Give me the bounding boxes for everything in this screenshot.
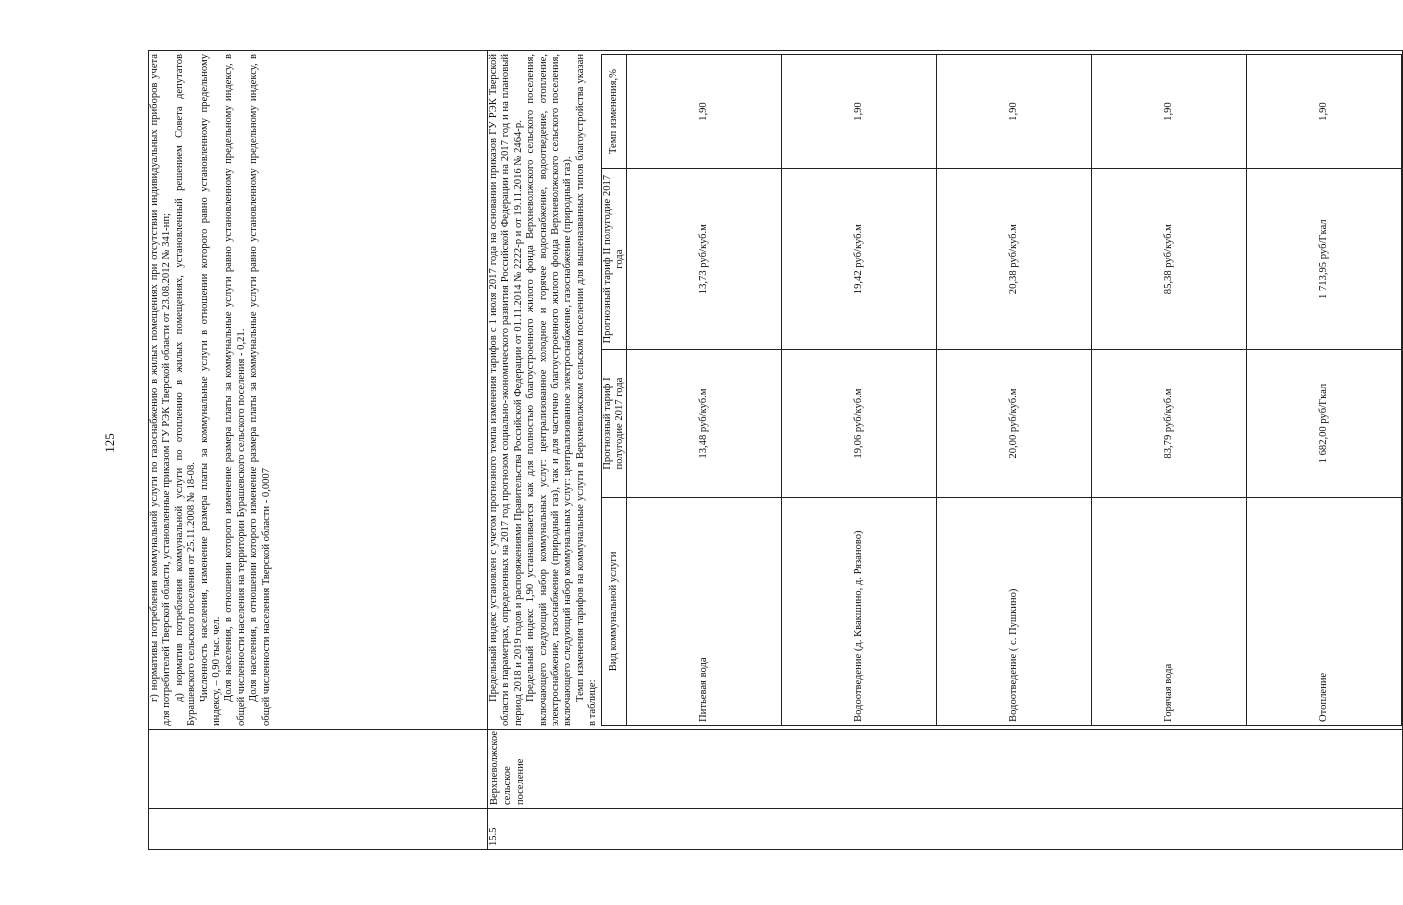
tariff-value: 13,73 руб/куб.м [626, 169, 781, 350]
tariff-service: Отопление [1246, 497, 1401, 725]
tariff-header: Вид коммунальной услуги [601, 497, 626, 725]
tariff-row [1091, 55, 1246, 726]
tariff-rate: 1,90 [936, 55, 1091, 169]
paragraph: Доля населения, в отношении которого изменение размера платы за коммунальные услуги равно установленному предельному индексу, в общей численности населения на территории Бурашевского сельского поселения - 0,21. [223, 54, 247, 726]
settlement-name-cell: Верхневолжское сельское поселение [488, 730, 1403, 809]
tariff-value: 85,38 руб/куб.м [1091, 169, 1246, 350]
tariff-rate: 1,90 [1246, 55, 1401, 169]
tariff-header: Прогнозный тариф I полугодие 2017 года [601, 350, 626, 498]
paragraph: г) нормативы потребления коммунальной услуги по газоснабжению в жилых помещениях при отсутствии индивидуальных приборов учета для потребителей Тверской области, установленные приказом ГУ РЭК Тверской области от 23.08.2012 № 341-нп; [149, 54, 173, 726]
tariff-rate: 1,90 [1091, 55, 1246, 169]
tariff-value: 13,48 руб/куб.м [626, 350, 781, 498]
tariff-value: 83,79 руб/куб.м [1091, 350, 1246, 498]
tariff-row [781, 55, 936, 726]
tariff-row [936, 55, 1091, 726]
tariff-header: Темп изменения,% [601, 55, 626, 169]
tariff-row [1246, 55, 1401, 726]
tariff-table [601, 54, 1402, 726]
paragraph: Предельный индекс установлен с учетом прогнозного темпа изменения тарифов с 1 июля 2017 года на основании приказов ГУ РЭК Тверской области в параметрах, определенных на 2017 год прогнозом социально-экономического развития Российской Федерации на 2017 год и на плановый период 2018 и 2019 годов и распоряжениями Правительства Российской Федерации от 01.11.2014 № 2222-р и от 19.11.2016 № 2464-р. [488, 54, 524, 726]
tariff-rate: 1,90 [626, 55, 781, 169]
tariff-service: Водоотведение (д. Квакшино, д. Рязаново) [781, 497, 936, 725]
tariff-header: Прогнозный тариф II полугодие 2017 года [601, 169, 626, 350]
table-row [149, 51, 488, 850]
tariff-service: Водоотведение ( с. Пушкино) [936, 497, 1091, 725]
tariff-value: 20,38 руб/куб.м [936, 169, 1091, 350]
tariff-value: 20,00 руб/куб.м [936, 350, 1091, 498]
paragraph: Доля населения, в отношении которого изменение размера платы за коммунальные услуги равно установленному предельному индексу, в общей численности населения Тверской области - 0,0007 [248, 54, 272, 726]
tariff-value: 19,06 руб/куб.м [781, 350, 936, 498]
tariff-service: Питьевая вода [626, 497, 781, 725]
paragraph: Численность населения, изменение размера платы за коммунальные услуги в отношении которого равно установленному предельному индексу, – 0,90 тыс. чел. [198, 54, 223, 726]
row-number-cell [149, 809, 488, 850]
tariff-service: Горячая вода [1091, 497, 1246, 725]
tariff-value: 1 682,00 руб/Гкал [1246, 350, 1401, 498]
description-cell [488, 51, 1403, 730]
table-row [488, 51, 1403, 850]
paragraph: Темп изменения тарифов на коммунальные услуги в Верхневолжском сельском поселении для вышеназванных типов благоустройства указан в таблице: [574, 54, 599, 726]
tariff-header-row [601, 55, 626, 726]
paragraph: Предельный индекс 1,90 устанавливается как для полностью благоустроенного жилого фонда Верхневолжского сельского поселения, включающего следующий набор коммунальных услуг: централизованное холодное и горячее водоснабжение, водоотведение, отопление, электроснабжение, газоснабжение (природный газ), так и для частично благоустроенного жилого фонда Верхневолжского сельского поселения, включающего следующий набор коммунальных услуг: централизованное электроснабжение, газоснабжение (природный газ). [525, 54, 574, 726]
paragraph: д) норматив потребления коммунальной услуги по отоплению в жилых помещениях, установленный решением Совета депутатов Бурашевского сельского поселения от 25.11.2008 № 18-08. [173, 54, 198, 726]
description-cell [149, 51, 488, 730]
tariff-value: 1 713,95 руб/Гкал [1246, 169, 1401, 350]
tariff-value: 19,42 руб/куб.м [781, 169, 936, 350]
page-number: 125 [101, 433, 117, 453]
tariff-rate: 1,90 [781, 55, 936, 169]
row-number-cell: 15.5 [488, 809, 1403, 850]
tariff-row [626, 55, 781, 726]
document-table [148, 50, 1403, 850]
rotated-page [148, 50, 1329, 850]
settlement-name-cell [149, 730, 488, 809]
